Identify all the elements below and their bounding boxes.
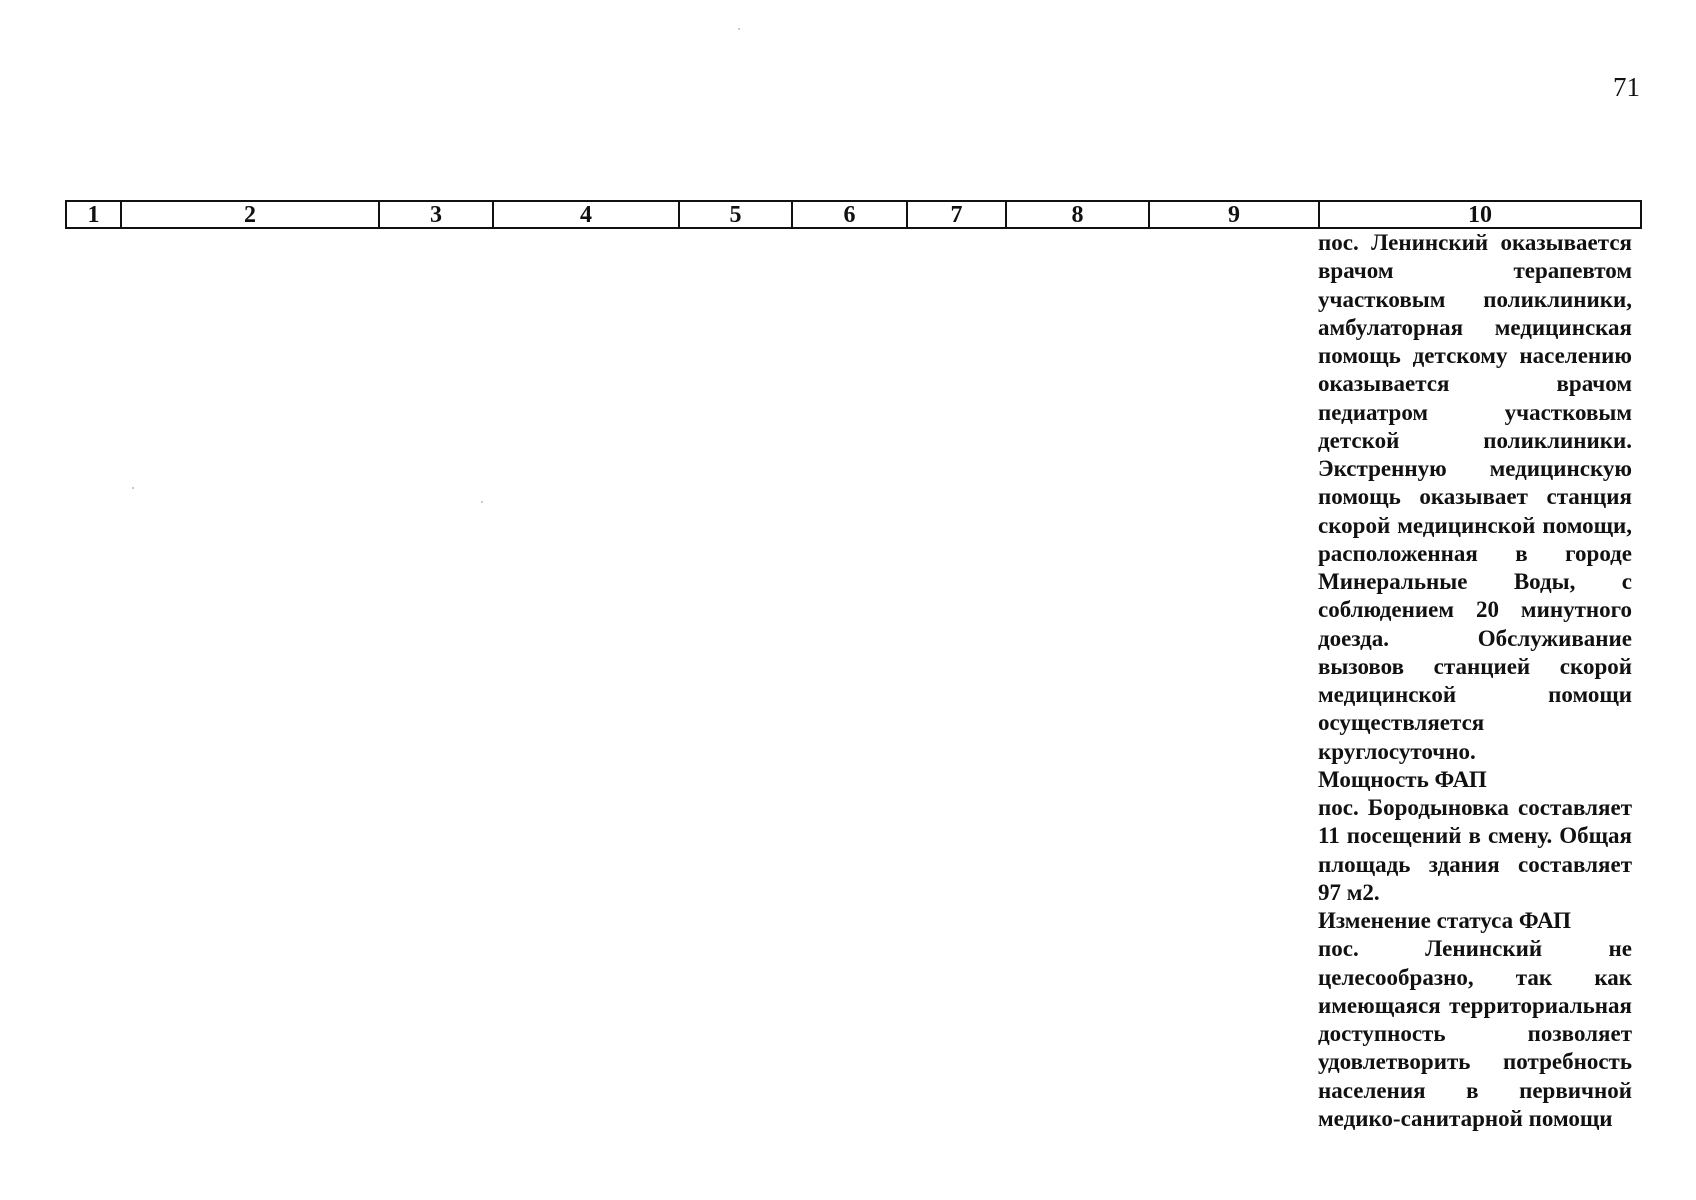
column-10-content [1318,229,1632,1133]
column-number-header-table [65,200,1642,229]
scan-speck [481,501,483,503]
page-number: 71 [1613,72,1640,102]
scan-speck [132,487,134,489]
header-row [66,201,1641,228]
column-10-heading-1: Мощность ФАП [1318,766,1487,792]
column-10-paragraph-1: пос. Ленинский оказывается врачом терапевтом участковым поликлиники, амбулаторная медицинская помощь детскому населению оказывается врачом педиатром участковым детской поликлиники. Экстренную медицинскую помощь оказывает станция скорой медицинской помощи, расположенная в городе Минеральные Воды, с соблюдением 20 минутного доезда. Обслуживание вызовов станцией скорой медицинской помощи осуществляется круглосуточно. [1318,230,1632,764]
column-header-2: 2 [121,201,379,228]
column-header-4: 4 [493,201,679,228]
column-header-9: 9 [1149,201,1319,228]
scan-speck [738,28,740,30]
column-header-7: 7 [907,201,1006,228]
column-10-heading-2: Изменение статуса ФАП [1318,908,1572,933]
column-10-paragraph-3: пос. Ленинский не целесообразно, так как имеющаяся территориальная доступность позволяет удовлетворить потребность населения в первичной медико-санитарной помощи [1318,936,1632,1131]
column-header-3: 3 [379,201,493,228]
column-header-6: 6 [792,201,907,228]
column-header-8: 8 [1006,201,1149,228]
column-header-5: 5 [679,201,792,228]
column-header-10: 10 [1319,201,1641,228]
column-header-1: 1 [66,201,121,228]
column-10-paragraph-2: пос. Бородыновка составляет 11 посещений в смену. Общая площадь здания составляет 97 м2. [1318,795,1632,905]
